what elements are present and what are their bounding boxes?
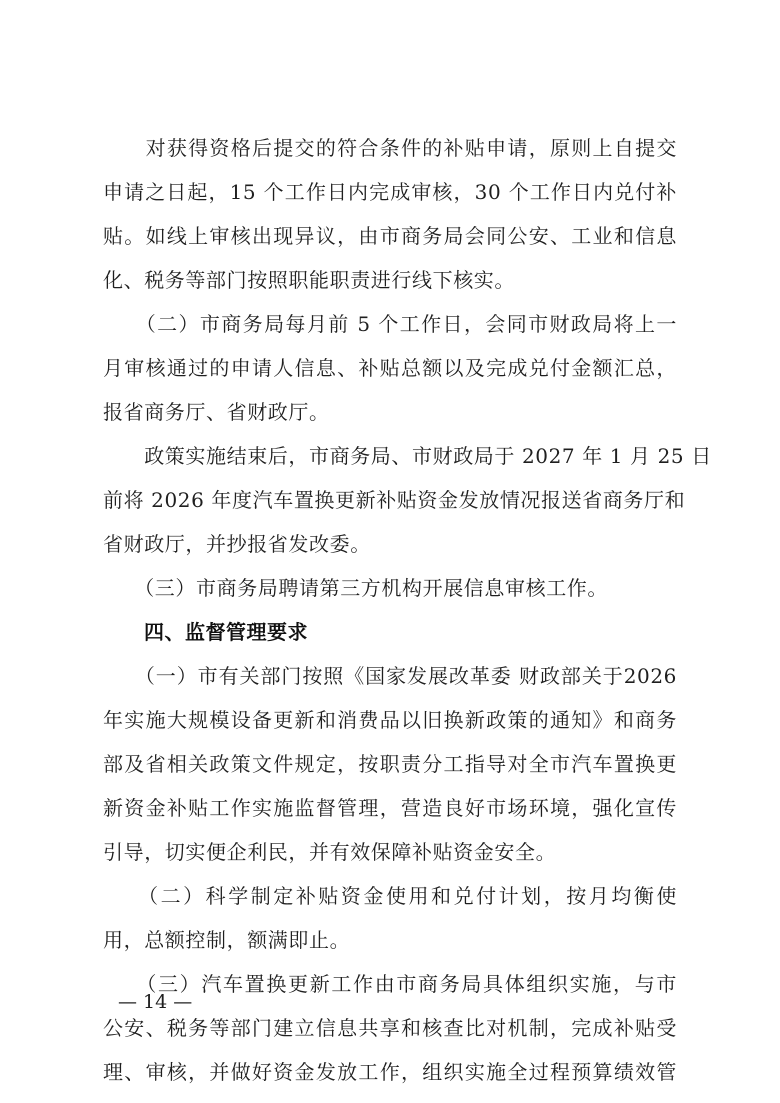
section-heading: 四、监督管理要求 [103, 620, 308, 644]
paragraph-line: （三）汽车置换更新工作由市商务局具体组织实施，与市 [103, 972, 677, 996]
paragraph-line: 前将 2026 年度汽车置换更新补贴资金发放情况报送省商务厅和 [103, 488, 686, 512]
paragraph-line: 省财政厅，并抄报省发改委。 [103, 532, 371, 556]
paragraph-line: 部及省相关政策文件规定，按职责分工指导对全市汽车置换更 [103, 752, 677, 776]
paragraph-line: 公安、税务等部门建立信息共享和核查比对机制，完成补贴受 [103, 1016, 677, 1040]
paragraph-line: （二）市商务局每月前 5 个工作日，会同市财政局将上一 [103, 312, 677, 336]
paragraph-line: 引导，切实便企利民，并有效保障补贴资金安全。 [103, 840, 557, 864]
paragraph-line: 政策实施结束后，市商务局、市财政局于 2027 年 1 月 25 日 [103, 444, 712, 468]
paragraph-line: 对获得资格后提交的符合条件的补贴申请，原则上自提交 [103, 136, 677, 160]
paragraph-line: 用，总额控制，额满即止。 [103, 928, 351, 952]
paragraph-line: 报省商务厅、省财政厅。 [103, 400, 330, 424]
page-number: — 14 — [118, 991, 193, 1013]
paragraph-line: 月审核通过的申请人信息、补贴总额以及完成兑付金额汇总， [103, 356, 677, 380]
paragraph-line: 年实施大规模设备更新和消费品以旧换新政策的通知》和商务 [103, 708, 677, 732]
paragraph-line: 贴。如线上审核出现异议，由市商务局会同公安、工业和信息 [103, 224, 677, 248]
paragraph-line: （一）市有关部门按照《国家发展改革委 财政部关于2026 [103, 664, 677, 688]
paragraph-line: 新资金补贴工作实施监督管理，营造良好市场环境，强化宣传 [103, 796, 677, 820]
paragraph-line: 理、审核，并做好资金发放工作，组织实施全过程预算绩效管 [103, 1060, 677, 1084]
paragraph-line: 申请之日起，15 个工作日内完成审核，30 个工作日内兑付补 [103, 180, 677, 204]
paragraph-line: 化、税务等部门按照职能职责进行线下核实。 [103, 268, 515, 292]
paragraph-line: （二）科学制定补贴资金使用和兑付计划，按月均衡使 [103, 884, 677, 908]
paragraph-line: （三）市商务局聘请第三方机构开展信息审核工作。 [103, 576, 608, 600]
